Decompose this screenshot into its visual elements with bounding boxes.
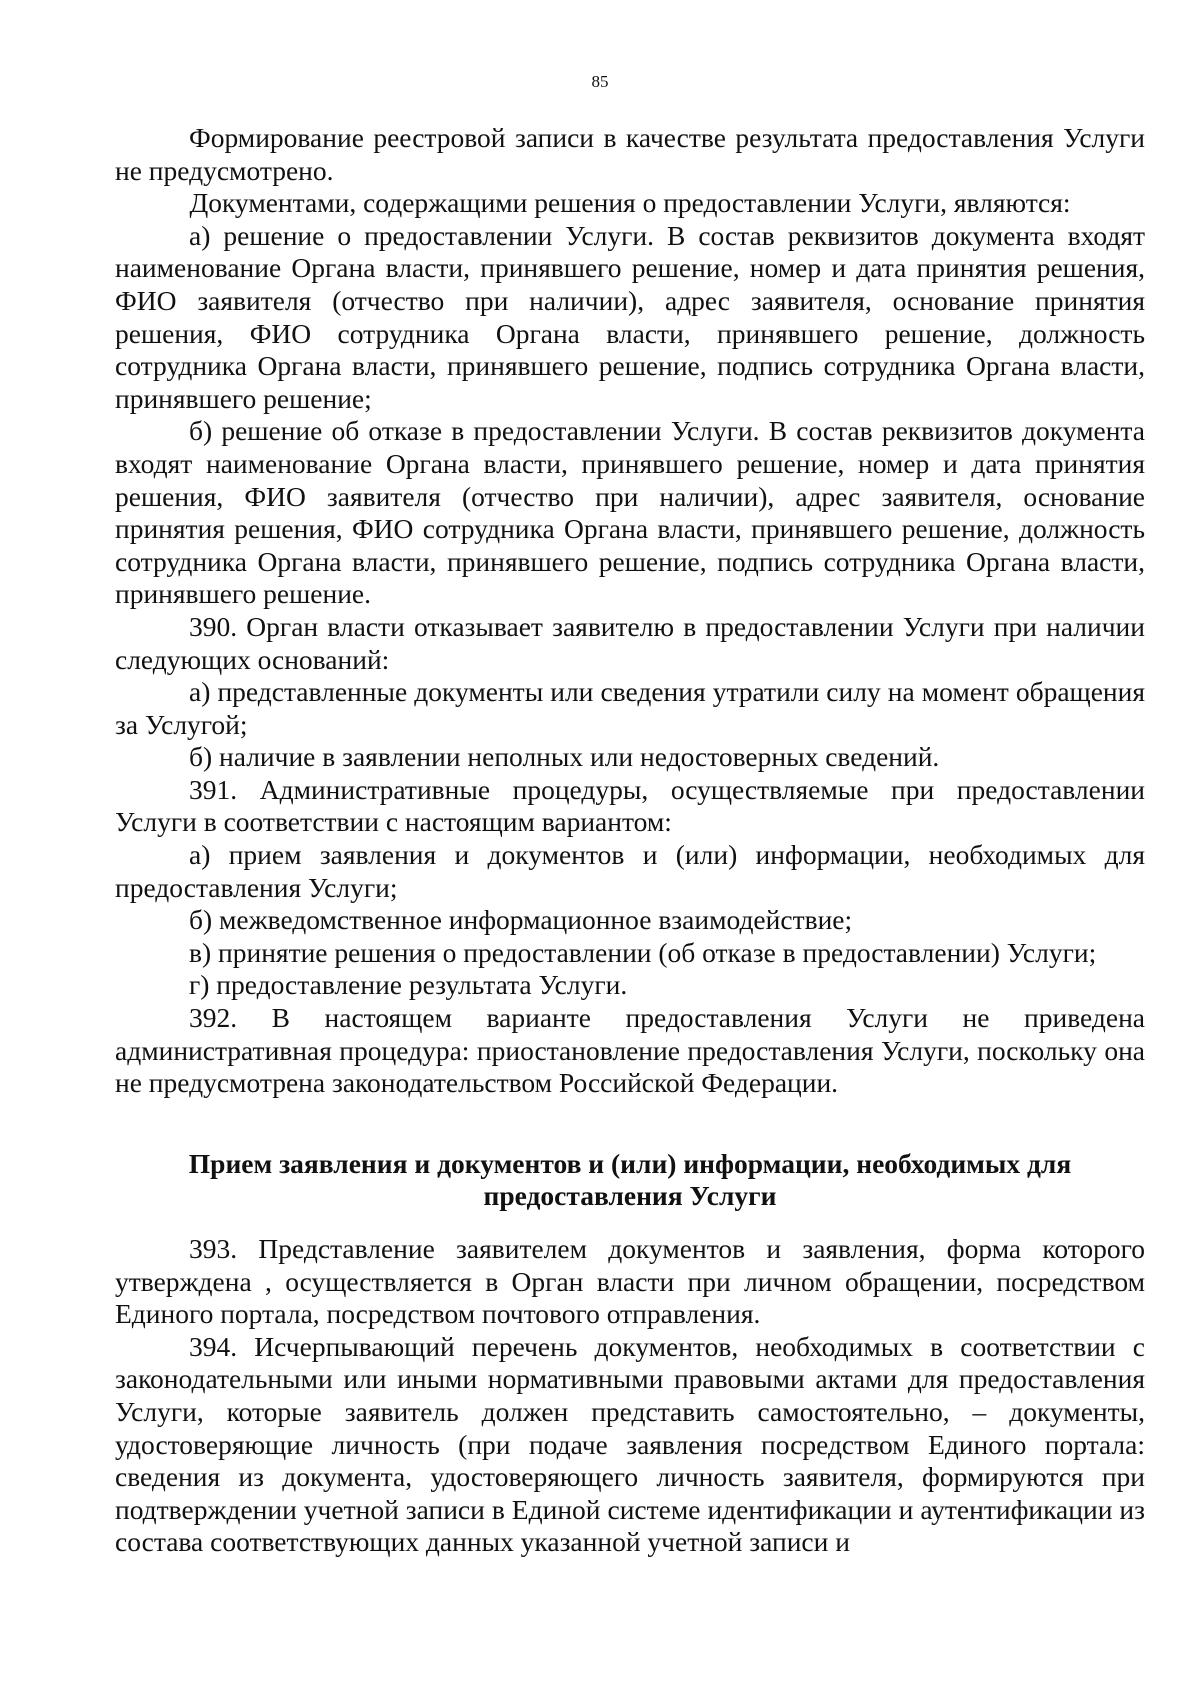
section-spacer (115, 1213, 1145, 1233)
paragraph-decision-grant: а) решение о предоставлении Услуги. В состав реквизитов документа входят наименование Органа власти, принявшего решение, номер и дата принятия решения, ФИО заявителя (отчество при наличии), адрес заявителя, основание принятия решения, ФИО сотрудника Органа власти, принявшего решение, должность сотрудника Органа власти, принявшего решение, подпись сотрудника Органа власти, принявшего решение; (115, 219, 1145, 414)
section-heading: Прием заявления и документов и (или) информации, необходимых для предоставления Услуги (188, 1147, 1072, 1212)
paragraph-394: 394. Исчерпывающий перечень документов, необходимых в соответствии с законодательными или иными нормативными правовыми актами для предоставления Услуги, которые заявитель должен представить самостоятельно, – документы, удостоверяющие личность (при подаче заявления посредством Единого портала: сведения из документа, удостоверяющего личность заявителя, формируются при подтверждении учетной записи в Единой системе идентификации и аутентификации из состава соответствующих данных указанной учетной записи и (115, 1330, 1145, 1558)
paragraph-decision-refusal: б) решение об отказе в предоставлении Услуги. В состав реквизитов документа входят наименование Органа власти, принявшего решение, номер и дата принятия решения, ФИО заявителя (отчество при наличии), адрес заявителя, основание принятия решения, ФИО сотрудника Органа власти, принявшего решение, должность сотрудника Органа власти, принявшего решение, подпись сотрудника Органа власти, принявшего решение. (115, 415, 1145, 610)
paragraph-registry-record: Формирование реестровой записи в качестве результата предоставления Услуги не предусмотрено. (115, 122, 1145, 186)
paragraph-391-c: в) принятие решения о предоставлении (об отказе в предоставлении) Услуги; (189, 936, 1097, 968)
paragraph-391-a: а) прием заявления и документов и (или) информации, необходимых для предоставления Услуги; (115, 839, 1145, 903)
paragraph-390-b: б) наличие в заявлении неполных или недостоверных сведений. (189, 741, 940, 773)
paragraph-392: 392. В настоящем варианте предоставления Услуги не приведена административная процедура: приостановление предоставления Услуги, поскольку она не предусмотрена законодательством Российской Федерации. (115, 1002, 1145, 1099)
paragraph-391-d: г) предоставление результата Услуги. (189, 969, 628, 1001)
paragraph-393: 393. Представление заявителем документов и заявления, форма которого утверждена , осуществляется в Орган власти при личном обращении, посредством Единого портала, посредством почтового отправления. (115, 1233, 1145, 1330)
paragraph-391: 391. Административные процедуры, осуществляемые при предоставлении Услуги в соответствии с настоящим вариантом: (115, 773, 1145, 838)
paragraph-390-a: а) представленные документы или сведения утратили силу на момент обращения за Услугой; (115, 676, 1145, 740)
paragraph-decision-documents-intro: Документами, содержащими решения о предоставлении Услуги, являются: (189, 187, 1071, 219)
section-spacer (115, 1100, 1145, 1148)
document-body (115, 122, 1145, 1559)
page-number: 85 (591, 72, 609, 91)
paragraph-391-b: б) межведомственное информационное взаимодействие; (189, 904, 853, 936)
paragraph-390: 390. Орган власти отказывает заявителю в предоставлении Услуги при наличии следующих оснований: (115, 610, 1145, 675)
